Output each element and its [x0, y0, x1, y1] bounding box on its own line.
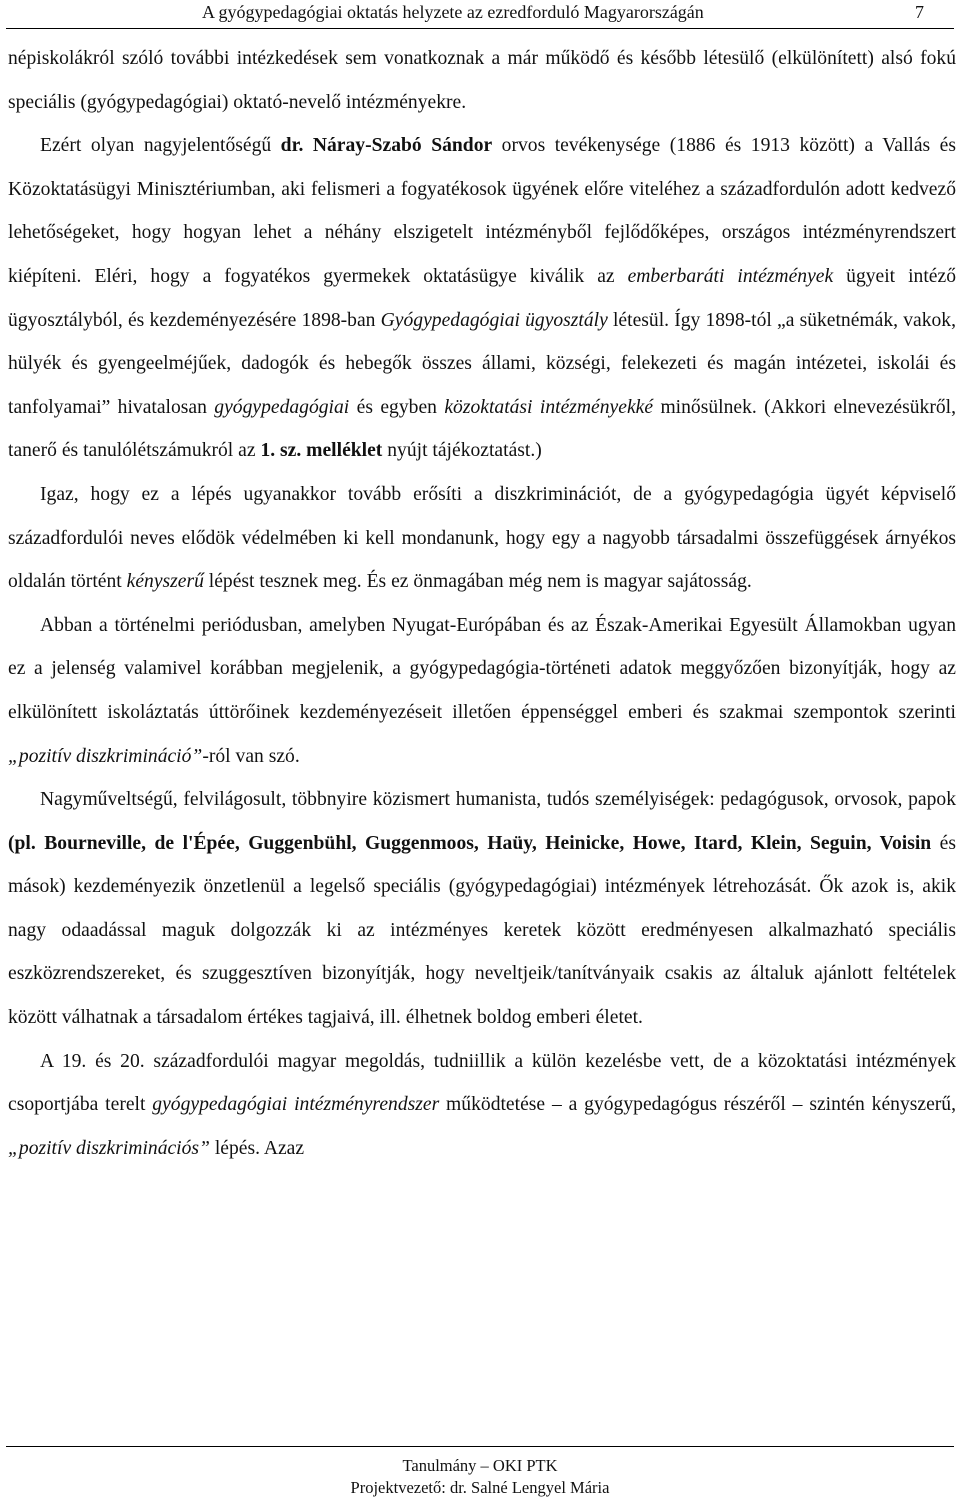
paragraph-text: A 19. és 20. századfordulói magyar megoldás, tudniillik a külön kezelésbe vett, de a közoktatási intézmények csoportjába terelt [8, 1050, 956, 1116]
paragraph-text: ügyeit intéző ügyosztályból, és kezdeményezésére 1898-ban [8, 265, 956, 331]
bold-text: (pl. Bourneville, de l'Épée, Guggenbühl, Guggenmoos, Haüy, Heinicke, Howe, Itard, Klein, Seguin, Voisin [8, 832, 932, 854]
paragraph [8, 604, 956, 778]
paragraph-text: Igaz, hogy ez a lépés ugyanakkor tovább erősíti a diszkriminációt, de a gyógypedagógia ügyét képviselő századfordulói neves elődök védelmében ki kell mondanunk, hogy egy a nagyobb társadalmi összefüggések árnyékos oldalán történt [8, 483, 956, 593]
paragraph-text: népiskolákról szóló további intézkedések sem vonatkoznak a már működő és később létesülő (elkülönített) alsó fokú speciális (gyógypedagógiai) oktató-nevelő intézményekre. [8, 48, 956, 113]
italic-text: közoktatási intézményekké [444, 396, 654, 418]
page-footer [6, 1446, 954, 1499]
paragraph-text: lépés. Azaz [209, 1137, 305, 1159]
paragraph [8, 124, 956, 473]
paragraph-text: Ezért olyan nagyjelentőségű [40, 135, 281, 157]
paragraph-text: Nagyműveltségű, felvilágosult, többnyire közismert humanista, tudós személyiségek: pedagógusok, orvosok, papok [40, 789, 956, 811]
paragraph-text: minősülnek. (Akkori elnevezésükről, tanerő és tanulólétszámukról az [8, 396, 956, 462]
paragraph-text: lépést tesznek meg. És ez önmagában még nem is magyar sajátosság. [203, 571, 752, 593]
paragraph-text: létesül. Így 1898-tól „a süketnémák, vakok, hülyék és gyengeelméjűek, dadogók és hebegők összes állami, községi, felekezeti és magán intézetei, iskolái és tanfolyamai” hivatalosan [8, 309, 957, 418]
paragraph [8, 473, 956, 604]
running-title: A gyógypedagógiai oktatás helyzete az ezredforduló Magyarországán [202, 2, 704, 22]
paragraph-text: -ról van szó. [202, 745, 300, 767]
paragraph-text: működtetése – a gyógypedagógus részéről – szintén kényszerű, [439, 1094, 956, 1116]
header-rule [6, 28, 954, 29]
italic-text: gyógypedagógiai intézményrendszer [152, 1094, 440, 1116]
page-number: 7 [915, 2, 924, 22]
italic-text: kényszerű [126, 571, 204, 593]
paragraph [8, 778, 956, 1040]
italic-text: emberbaráti intézmények [627, 265, 834, 287]
bold-text: dr. Náray-Szabó Sándor [280, 135, 493, 157]
italic-text: gyógypedagógiai [214, 396, 350, 418]
italic-text: Gyógypedagógiai ügyosztály [380, 309, 608, 331]
italic-text: „pozitív diszkriminációs” [8, 1137, 210, 1159]
bold-text: 1. sz. melléklet [260, 440, 383, 462]
footer-study-line: Tanulmány – OKI PTK [402, 1456, 558, 1475]
paragraph-text: és egyben [349, 396, 445, 418]
footer-rule [6, 1446, 954, 1447]
paragraph-text: orvos tevékenysége (1886 és 1913 között) a Vallás és Közoktatásügyi Minisztériumban, aki felismeri a fogyatékosok ügyének előre viteléhez a századfordulón adott kedvező lehetőségeket, hogy hogyan lehet a néhány elszigetelt intézményből fejlődőképes, országos intézményrendszert kiépíteni. Eléri, hogy a fogyatékos gyermekek oktatásügye kiválik az [8, 135, 956, 287]
paragraph [8, 1040, 956, 1171]
paragraph-text: Abban a történelmi periódusban, amelyben Nyugat-Európában és az Észak-Amerikai Egyesült Államokban ugyan ez a jelenség valamivel korábban megjelenik, a gyógypedagógia-történeti adatok meggyőzően bizonyítják, hogy az elkülönített iskoláztatás úttörőinek kezdeményezéseit illetően éppenséggel emberi és szakmai szempontok szerinti [8, 614, 956, 723]
paragraph-text: nyújt tájékoztatást.) [382, 440, 542, 462]
italic-text: „pozitív diszkrimináció” [8, 745, 203, 767]
page-header [6, 0, 954, 30]
footer-project-lead: Projektvezető: dr. Salné Lengyel Mária [350, 1478, 610, 1497]
paragraph-text: és mások) kezdeményezik önzetlenül a legelső speciális (gyógypedagógiai) intézmények létrehozását. Ők azok is, akik nagy odaadással maguk dolgozzák ki az intézményes keretek között eredményesen alkalmazható speciális eszközrendszereket, és szuggesztíven bizonyítják, hogy neveltjeik/tanítványaik csakis az általuk ajánlott feltételek között válhatnak a társadalom értékes tagjaivá, ill. élhetnek boldog emberi életet. [8, 832, 956, 1029]
document-body [8, 37, 956, 1170]
paragraph [8, 37, 956, 124]
